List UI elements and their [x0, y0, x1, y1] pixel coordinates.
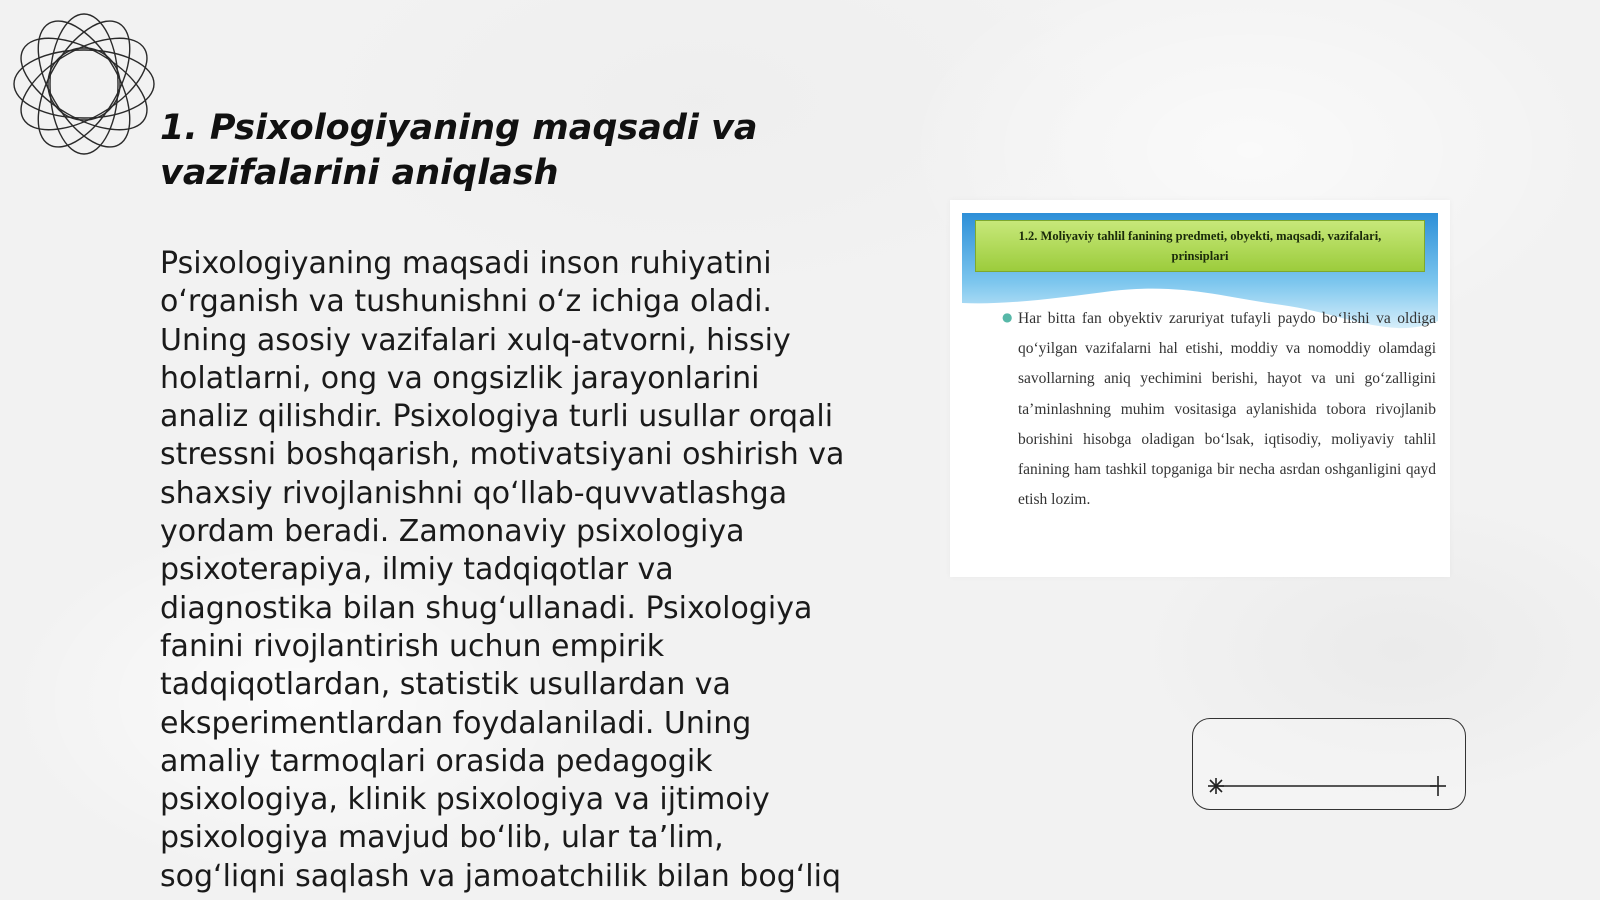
cross-star-icon [1430, 776, 1446, 796]
embedded-slide-paragraph: Har bitta fan obyektiv zaruriyat tufayli paydo bo‘lishi va oldiga qo‘yilgan vazifalarni hal etishi, moddiy va nomoddiy olamdagi savollarning aniq yechimini berishi, hayot va uni go‘zalligini ta’minlashning muhim vositasiga aylanishida tobora rivojlanib borishini hisobga oladigan bo‘lsak, iqtisodiy, moliyaviy tahlil fanining ham tashkil topganiga bir necha asrdan oshganligini qayd etish lozim. [1018, 310, 1436, 509]
embedded-slide-image [950, 200, 1450, 577]
slide-body-text: Psixologiyaning maqsadi inson ruhiyatini o‘rganish va tushunishni o‘z ichiga oladi. Uning asosiy vazifalari xulq-atvorni, hissiy holatlarni, ong va ongsizlik jarayonlarini analiz qilishdir. Psixologiya turli usullar orqali stressni boshqarish, motivatsiyani oshirish va shaxsiy rivojlanishni qo‘llab-quvvatlashga yordam beradi. Zamonaviy psixologiya psixoterapiya, ilmiy tadqiqotlar va diagnostika bilan shug‘ullanadi. Psixologiya fanini rivojlantirish uchun empirik tadqiqotlardan, statistik usullardan va eksperimentlardan foydalaniladi. Uning amaliy tarmoqlari orasida pedagogik psixologiya, klinik psixologiya va ijtimoiy psixologiya mavjud bo‘lib, ular ta’lim, sog‘liqni saqlash va jamoatchilik bilan bog‘liq [160, 246, 845, 894]
circle-ornament-icon [10, 10, 158, 158]
decorative-rounded-card [1192, 718, 1466, 810]
slide-title: 1. Psixologiyaning maqsadi va vazifalarini aniqlash [160, 108, 758, 193]
bullet-icon: ● [1002, 310, 1013, 324]
decorative-line [1200, 776, 1450, 796]
embedded-slide-heading: 1.2. Moliyaviy tahlil fanining predmeti, obyekti, maqsadi, vazifalari, prinsiplari [975, 220, 1425, 272]
sparkle-icon [1208, 778, 1224, 794]
